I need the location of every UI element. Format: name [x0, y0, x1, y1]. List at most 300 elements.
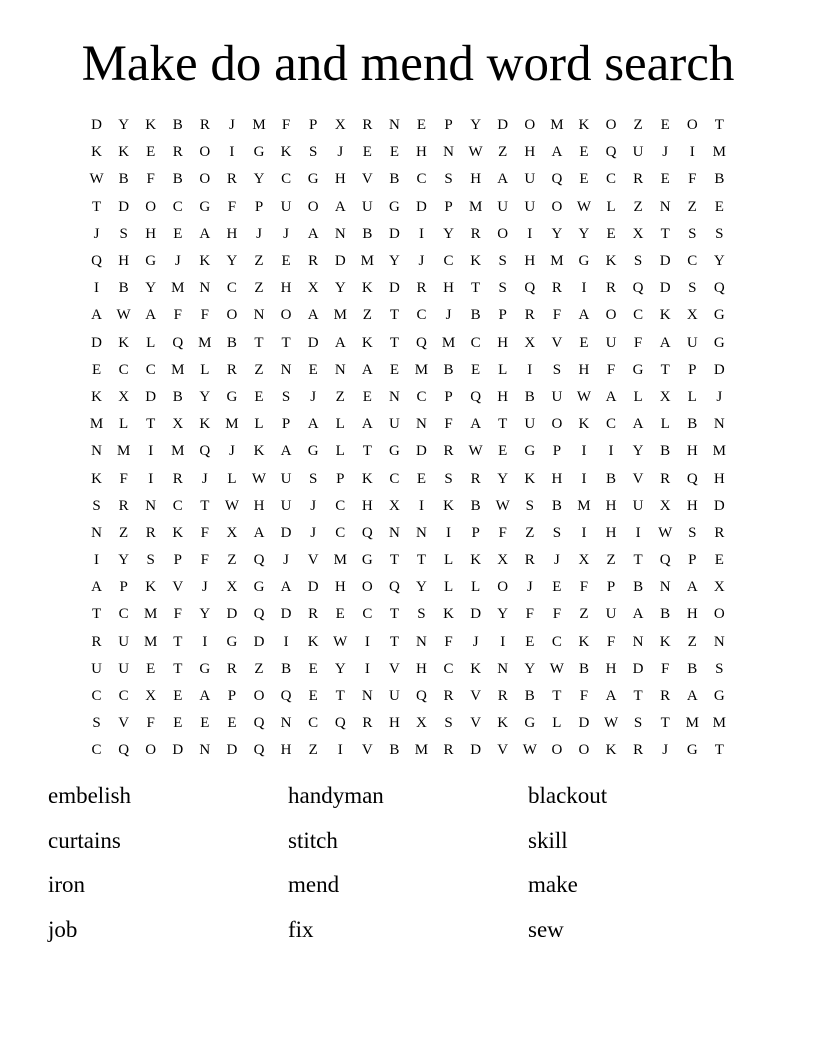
- grid-letter: S: [633, 715, 643, 732]
- grid-letter: N: [443, 144, 454, 161]
- grid-letter: S: [417, 606, 426, 623]
- grid-letter: K: [578, 633, 590, 650]
- grid-letter: N: [713, 416, 725, 433]
- grid-letter: M: [225, 416, 239, 433]
- grid-row: [83, 384, 733, 411]
- grid-letter: C: [443, 253, 454, 270]
- grid-letter: J: [93, 225, 100, 242]
- grid-letter: P: [552, 443, 562, 460]
- grid-letter: A: [361, 361, 373, 378]
- grid-letter: M: [116, 443, 131, 460]
- grid-letter: E: [173, 688, 183, 705]
- grid-letter: N: [91, 443, 102, 460]
- grid-letter: K: [443, 606, 454, 623]
- grid-letter: J: [310, 524, 317, 541]
- grid-letter: T: [416, 552, 427, 569]
- grid-letter: F: [444, 416, 453, 433]
- grid-letter: H: [524, 144, 536, 161]
- grid-letter: K: [199, 253, 211, 270]
- grid-letter: W: [116, 307, 131, 324]
- grid-letter: E: [552, 579, 562, 596]
- grid-letter: T: [200, 497, 210, 514]
- grid-letter: G: [713, 307, 725, 324]
- grid-letter: E: [146, 144, 156, 161]
- grid-letter: G: [253, 144, 265, 161]
- grid-letter: B: [633, 579, 644, 596]
- grid-letter: Z: [633, 198, 643, 215]
- grid-letter: K: [118, 334, 130, 351]
- grid-letter: L: [335, 443, 345, 460]
- grid-letter: Q: [470, 388, 482, 405]
- grid-letter: O: [497, 579, 509, 596]
- grid-letter: C: [633, 307, 644, 324]
- grid-letter: O: [551, 416, 563, 433]
- grid-row: [83, 411, 733, 438]
- grid-letter: N: [91, 524, 102, 541]
- grid-row: [83, 574, 733, 601]
- grid-letter: S: [552, 361, 562, 378]
- grid-letter: J: [256, 225, 262, 242]
- grid-letter: E: [660, 117, 670, 134]
- grid-letter: J: [553, 552, 560, 569]
- grid-letter: L: [633, 388, 643, 405]
- grid-letter: E: [389, 361, 399, 378]
- grid-letter: S: [498, 280, 507, 297]
- grid-letter: A: [686, 688, 698, 705]
- grid-letter: Z: [254, 253, 264, 270]
- grid-letter: U: [361, 198, 373, 215]
- grid-letter: S: [633, 253, 643, 270]
- grid-letter: Y: [497, 606, 509, 623]
- grid-letter: M: [333, 307, 347, 324]
- grid-letter: R: [524, 307, 535, 324]
- grid-letter: V: [172, 579, 184, 596]
- grid-letter: B: [172, 388, 183, 405]
- grid-letter: A: [307, 307, 319, 324]
- grid-letter: B: [470, 497, 481, 514]
- grid-letter: O: [686, 117, 698, 134]
- grid-letter: B: [524, 688, 535, 705]
- grid-letter: I: [418, 225, 424, 242]
- grid-letter: D: [632, 660, 644, 677]
- grid-letter: W: [576, 388, 592, 405]
- grid-letter: N: [497, 660, 509, 677]
- grid-letter: K: [307, 633, 319, 650]
- grid-letter: E: [308, 660, 318, 677]
- grid-letter: E: [606, 225, 616, 242]
- grid-letter: C: [416, 307, 427, 324]
- grid-letter: E: [714, 198, 724, 215]
- grid-letter: R: [660, 470, 671, 487]
- grid-letter: U: [388, 688, 400, 705]
- grid-letter: A: [632, 416, 644, 433]
- grid-letter: I: [635, 524, 641, 541]
- grid-row: [83, 330, 733, 357]
- grid-letter: D: [578, 715, 590, 732]
- grid-letter: K: [470, 253, 482, 270]
- grid-letter: T: [389, 334, 399, 351]
- grid-letter: B: [281, 660, 292, 677]
- grid-letter: P: [471, 524, 480, 541]
- grid-letter: X: [497, 552, 509, 569]
- grid-letter: M: [171, 443, 185, 460]
- grid-letter: N: [199, 280, 211, 297]
- grid-letter: X: [388, 497, 400, 514]
- grid-letter: R: [524, 552, 535, 569]
- grid-letter: C: [416, 171, 427, 188]
- grid-letter: K: [361, 334, 373, 351]
- grid-letter: I: [527, 225, 533, 242]
- grid-letter: X: [659, 497, 671, 514]
- grid-letter: T: [389, 606, 399, 623]
- grid-letter: Z: [687, 633, 697, 650]
- grid-letter: D: [388, 280, 400, 297]
- grid-letter: O: [605, 117, 617, 134]
- grid-letter: K: [91, 144, 102, 161]
- grid-letter: W: [89, 171, 104, 188]
- grid-letter: Q: [334, 715, 346, 732]
- grid-letter: A: [91, 579, 102, 596]
- grid-letter: G: [199, 660, 211, 677]
- grid-letter: E: [498, 443, 508, 460]
- grid-letter: I: [283, 633, 289, 650]
- grid-letter: J: [445, 307, 452, 324]
- grid-row: [83, 737, 733, 764]
- grid-letter: F: [688, 171, 697, 188]
- grid-letter: F: [119, 470, 128, 487]
- grid-letter: G: [253, 579, 265, 596]
- grid-letter: M: [685, 715, 699, 732]
- grid-row: [83, 520, 733, 547]
- grid-letter: A: [280, 579, 292, 596]
- grid-letter: U: [280, 198, 292, 215]
- grid-letter: U: [524, 198, 536, 215]
- grid-letter: K: [91, 470, 102, 487]
- grid-letter: A: [686, 579, 698, 596]
- grid-letter: D: [280, 524, 292, 541]
- grid-letter: C: [416, 388, 427, 405]
- grid-letter: H: [334, 171, 346, 188]
- grid-letter: R: [470, 225, 481, 242]
- grid-letter: J: [174, 253, 181, 270]
- grid-letter: Z: [254, 280, 264, 297]
- grid-letter: F: [146, 715, 155, 732]
- grid-letter: Y: [199, 606, 211, 623]
- grid-letter: A: [307, 225, 319, 242]
- word-list-item: job: [48, 916, 78, 942]
- grid-letter: A: [280, 443, 292, 460]
- grid-letter: E: [362, 388, 372, 405]
- grid-letter: K: [605, 742, 617, 759]
- grid-letter: K: [280, 144, 292, 161]
- grid-letter: B: [172, 171, 183, 188]
- grid-letter: D: [226, 742, 238, 759]
- grid-letter: Y: [118, 552, 130, 569]
- grid-letter: B: [470, 307, 481, 324]
- grid-letter: T: [281, 334, 291, 351]
- grid-letter: N: [334, 225, 346, 242]
- grid-row: [83, 710, 733, 737]
- grid-letter: T: [91, 198, 102, 215]
- grid-letter: S: [146, 552, 155, 569]
- grid-letter: K: [145, 579, 157, 596]
- grid-letter: Y: [118, 117, 130, 134]
- grid-letter: M: [333, 552, 347, 569]
- grid-letter: J: [283, 225, 289, 242]
- grid-letter: U: [524, 416, 536, 433]
- grid-letter: G: [524, 443, 536, 460]
- grid-letter: Q: [686, 470, 698, 487]
- grid-letter: I: [689, 144, 695, 161]
- grid-letter: N: [416, 416, 427, 433]
- grid-row: [83, 547, 733, 574]
- grid-row: [83, 275, 733, 302]
- grid-letter: Y: [443, 225, 454, 242]
- grid-letter: A: [605, 388, 617, 405]
- grid-letter: U: [388, 416, 400, 433]
- grid-letter: H: [578, 361, 590, 378]
- grid-letter: T: [660, 715, 670, 732]
- grid-letter: K: [605, 253, 617, 270]
- grid-letter: O: [145, 742, 157, 759]
- grid-letter: O: [551, 742, 563, 759]
- grid-letter: W: [224, 497, 240, 514]
- grid-letter: O: [551, 198, 563, 215]
- grid-letter: U: [632, 497, 644, 514]
- grid-letter: S: [444, 470, 453, 487]
- grid-letter: N: [388, 524, 400, 541]
- grid-letter: M: [414, 742, 429, 759]
- grid-letter: M: [712, 715, 726, 732]
- grid-letter: E: [389, 144, 399, 161]
- grid-letter: T: [146, 416, 156, 433]
- grid-letter: F: [661, 660, 670, 677]
- grid-letter: Y: [713, 253, 725, 270]
- grid-letter: D: [172, 742, 184, 759]
- grid-letter: T: [389, 552, 399, 569]
- grid-letter: W: [549, 660, 564, 677]
- grid-letter: O: [524, 117, 536, 134]
- word-list-item: blackout: [528, 783, 608, 808]
- grid-letter: Q: [551, 171, 563, 188]
- grid-letter: O: [713, 606, 725, 623]
- grid-letter: C: [226, 280, 237, 297]
- grid-letter: K: [659, 633, 671, 650]
- grid-letter: O: [280, 307, 292, 324]
- grid-letter: F: [525, 606, 534, 623]
- grid-letter: F: [552, 606, 562, 623]
- grid-letter: H: [605, 497, 617, 514]
- grid-letter: S: [688, 225, 697, 242]
- grid-letter: C: [362, 606, 373, 623]
- grid-letter: Y: [497, 470, 509, 487]
- grid-letter: F: [200, 524, 210, 541]
- grid-letter: B: [389, 171, 400, 188]
- grid-letter: D: [497, 117, 509, 134]
- grid-letter: E: [525, 633, 535, 650]
- grid-letter: V: [470, 715, 482, 732]
- grid-letter: C: [443, 660, 454, 677]
- grid-letter: A: [334, 334, 346, 351]
- grid-letter: Y: [524, 660, 536, 677]
- grid-letter: G: [713, 334, 725, 351]
- grid-letter: V: [361, 171, 373, 188]
- grid-letter: R: [497, 688, 508, 705]
- grid-letter: Q: [280, 688, 292, 705]
- grid-letter: U: [280, 497, 292, 514]
- grid-letter: R: [308, 606, 319, 623]
- grid-letter: H: [118, 253, 130, 270]
- grid-letter: Q: [524, 280, 536, 297]
- grid-letter: J: [472, 633, 479, 650]
- grid-letter: A: [253, 524, 265, 541]
- grid-letter: Y: [470, 117, 482, 134]
- grid-letter: B: [443, 361, 454, 378]
- grid-letter: B: [687, 416, 698, 433]
- grid-letter: I: [364, 660, 370, 677]
- grid-letter: Q: [713, 280, 725, 297]
- grid-letter: N: [253, 307, 265, 324]
- grid-letter: N: [280, 361, 292, 378]
- grid-letter: I: [608, 443, 614, 460]
- grid-letter: E: [173, 225, 183, 242]
- grid-letter: I: [418, 497, 424, 514]
- grid-letter: V: [497, 742, 509, 759]
- grid-letter: M: [577, 497, 591, 514]
- grid-letter: U: [686, 334, 698, 351]
- grid-letter: N: [361, 688, 373, 705]
- grid-letter: B: [606, 470, 617, 487]
- grid-letter: Q: [659, 552, 671, 569]
- grid-letter: I: [581, 280, 587, 297]
- grid-letter: F: [552, 307, 562, 324]
- grid-letter: Q: [605, 144, 617, 161]
- word-list-item: sew: [528, 916, 564, 942]
- grid-letter: C: [91, 688, 102, 705]
- grid-letter: R: [470, 470, 481, 487]
- grid-letter: I: [581, 524, 587, 541]
- grid-letter: U: [605, 606, 617, 623]
- grid-letter: A: [605, 688, 617, 705]
- grid-letter: F: [200, 552, 210, 569]
- grid-letter: P: [227, 688, 237, 705]
- grid-letter: H: [280, 280, 292, 297]
- grid-letter: C: [606, 416, 617, 433]
- grid-letter: A: [307, 416, 319, 433]
- grid-letter: A: [145, 307, 157, 324]
- grid-letter: D: [416, 443, 427, 460]
- grid-letter: X: [659, 388, 671, 405]
- grid-letter: C: [118, 688, 129, 705]
- grid-letter: M: [171, 280, 185, 297]
- grid-letter: J: [337, 144, 344, 161]
- grid-letter: L: [200, 361, 210, 378]
- grid-letter: R: [606, 280, 617, 297]
- grid-row: [83, 438, 733, 465]
- grid-letter: V: [632, 470, 644, 487]
- grid-letter: U: [280, 470, 292, 487]
- grid-letter: D: [388, 225, 400, 242]
- grid-letter: M: [712, 144, 726, 161]
- grid-letter: P: [254, 198, 264, 215]
- grid-letter: K: [470, 660, 482, 677]
- grid-letter: L: [335, 416, 345, 433]
- grid-letter: H: [334, 579, 346, 596]
- grid-letter: F: [200, 307, 210, 324]
- grid-letter: Q: [416, 688, 427, 705]
- grid-letter: R: [633, 742, 644, 759]
- grid-letter: C: [145, 361, 156, 378]
- grid-letter: S: [92, 497, 101, 514]
- grid-letter: X: [172, 416, 184, 433]
- grid-letter: F: [173, 606, 182, 623]
- grid-letter: C: [118, 361, 129, 378]
- grid-letter: T: [173, 633, 183, 650]
- grid-letter: Z: [254, 660, 264, 677]
- grid-row: [83, 357, 733, 384]
- grid-letter: U: [524, 171, 536, 188]
- word-list-item: skill: [528, 827, 568, 853]
- word-list-item: stitch: [288, 827, 338, 853]
- grid-letter: Y: [145, 280, 157, 297]
- grid-letter: R: [660, 688, 671, 705]
- grid-letter: J: [526, 579, 533, 596]
- grid-letter: D: [91, 334, 102, 351]
- grid-letter: B: [714, 171, 725, 188]
- grid-letter: K: [361, 280, 373, 297]
- grid-letter: N: [145, 497, 157, 514]
- grid-letter: N: [659, 579, 671, 596]
- grid-letter: X: [334, 117, 346, 134]
- grid-letter: O: [497, 225, 509, 242]
- grid-letter: M: [171, 361, 185, 378]
- grid-letter: E: [146, 660, 156, 677]
- grid-letter: K: [172, 524, 184, 541]
- grid-letter: E: [173, 715, 183, 732]
- grid-letter: Z: [579, 606, 589, 623]
- grid-letter: R: [633, 171, 644, 188]
- grid-letter: O: [307, 198, 319, 215]
- grid-letter: M: [252, 117, 266, 134]
- grid-letter: U: [551, 388, 563, 405]
- grid-letter: R: [308, 253, 319, 270]
- grid-letter: B: [118, 171, 129, 188]
- grid-letter: R: [443, 742, 454, 759]
- grid-letter: L: [552, 715, 562, 732]
- grid-letter: G: [388, 443, 400, 460]
- grid-letter: L: [471, 579, 481, 596]
- grid-letter: E: [579, 334, 589, 351]
- grid-letter: T: [633, 688, 643, 705]
- grid-letter: K: [659, 307, 671, 324]
- grid-letter: N: [280, 715, 292, 732]
- grid-letter: Y: [253, 171, 265, 188]
- grid-letter: R: [416, 280, 427, 297]
- grid-letter: T: [173, 660, 183, 677]
- grid-letter: G: [388, 198, 400, 215]
- grid-letter: Z: [308, 742, 318, 759]
- grid-letter: D: [334, 253, 346, 270]
- grid-letter: F: [606, 633, 616, 650]
- grid-row: [83, 302, 733, 329]
- grid-row: [83, 656, 733, 683]
- grid-letter: G: [226, 633, 238, 650]
- grid-letter: F: [146, 171, 155, 188]
- grid-letter: Q: [253, 606, 265, 623]
- grid-letter: L: [119, 416, 129, 433]
- grid-letter: I: [581, 443, 587, 460]
- grid-letter: R: [443, 443, 454, 460]
